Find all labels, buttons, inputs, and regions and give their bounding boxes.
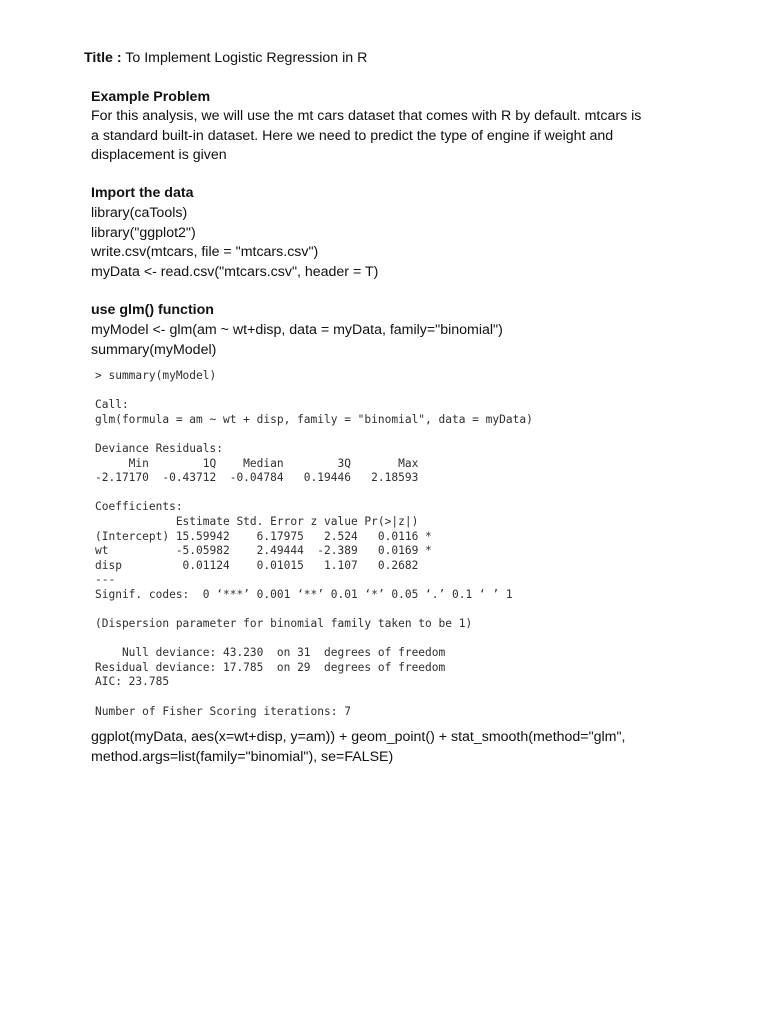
- document-title: [84, 49, 367, 69]
- console-line: wt -5.05982 2.49444 -2.389 0.0169 *: [95, 544, 432, 558]
- console-line: AIC: 23.785: [95, 675, 170, 689]
- glm-heading: use glm() function: [91, 302, 214, 318]
- ggplot-line: ggplot(myData, aes(x=wt+disp, y=am)) + geom_point() + stat_smooth(method="glm",: [91, 729, 626, 745]
- console-line: [95, 603, 533, 618]
- console-line: [95, 427, 533, 442]
- example-line: displacement is given: [91, 147, 227, 163]
- code-line: library(caTools): [91, 205, 188, 221]
- code-line: summary(myModel): [91, 341, 217, 358]
- console-line: ---: [95, 573, 116, 587]
- example-heading: Example Problem: [91, 89, 211, 105]
- console-line: [95, 384, 533, 399]
- console-line: [95, 632, 533, 647]
- title-label: Title :: [84, 50, 122, 66]
- console-line: -2.17170 -0.43712 -0.04784 0.19446 2.18593: [95, 471, 419, 485]
- console-line: Deviance Residuals:: [95, 441, 223, 455]
- import-heading: Import the data: [91, 185, 194, 201]
- example-line: a standard built-in dataset. Here we need to predict the type of engine if weight and: [91, 127, 614, 144]
- console-line: Number of Fisher Scoring iterations: 7: [95, 704, 351, 718]
- console-line: disp 0.01124 0.01015 1.107 0.2682: [95, 558, 419, 572]
- console-line: Call:: [95, 398, 129, 412]
- ggplot-line: method.args=list(family="binomial"), se=FALSE): [91, 748, 394, 765]
- title-text: To Implement Logistic Regression in R: [125, 50, 368, 66]
- console-line: (Dispersion parameter for binomial family taken to be 1): [95, 617, 473, 631]
- console-line: [95, 690, 533, 705]
- example-line: For this analysis, we will use the mt cars dataset that comes with R by default. mtcars is: [91, 108, 642, 124]
- console-line: [95, 486, 533, 501]
- console-line: Null deviance: 43.230 on 31 degrees of freedom: [95, 646, 446, 660]
- console-line: Residual deviance: 17.785 on 29 degrees of freedom: [95, 660, 446, 674]
- console-line: Min 1Q Median 3Q Max: [95, 456, 419, 470]
- r-console-output: [95, 369, 533, 719]
- console-line: glm(formula = am ~ wt + disp, family = "binomial", data = myData): [95, 412, 533, 426]
- console-line: Coefficients:: [95, 500, 183, 514]
- console-line: > summary(myModel): [95, 369, 217, 382]
- code-line: library("ggplot2"): [91, 224, 196, 241]
- code-line: myData <- read.csv("mtcars.csv", header = T): [91, 263, 379, 280]
- console-line: Estimate Std. Error z value Pr(>|z|): [95, 514, 419, 528]
- code-line: write.csv(mtcars, file = "mtcars.csv"): [91, 244, 319, 260]
- console-line: Signif. codes: 0 ‘***’ 0.001 ‘**’ 0.01 ‘*’ 0.05 ‘.’ 0.1 ‘ ’ 1: [95, 587, 513, 601]
- code-line: myModel <- glm(am ~ wt+disp, data = myData, family="binomial"): [91, 322, 503, 338]
- console-line: (Intercept) 15.59942 6.17975 2.524 0.0116 *: [95, 529, 432, 543]
